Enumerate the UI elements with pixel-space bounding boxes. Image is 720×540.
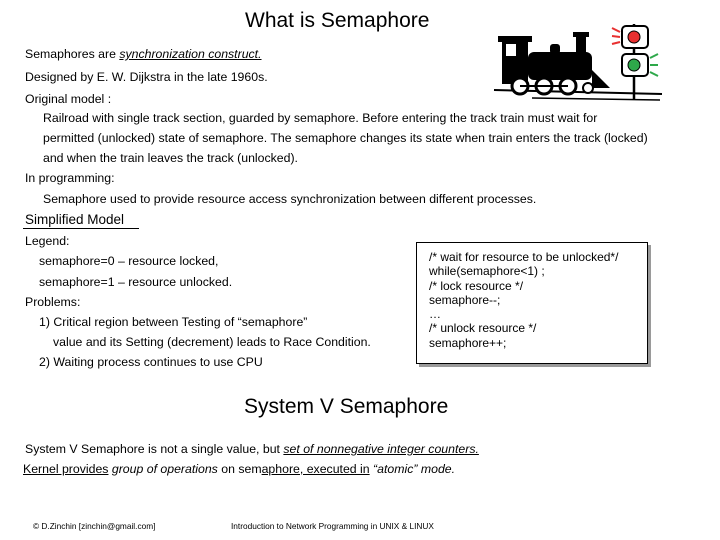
simplified-model-heading: Simplified Model [25, 212, 125, 227]
railroad-line-1: Railroad with single track section, guarded by semaphore. Before entering the track train must wait for [43, 111, 598, 125]
aphore-executed-in: aphore, executed in [261, 462, 370, 476]
page-title: What is Semaphore [245, 9, 430, 32]
designed-by-line: Designed by E. W. Dijkstra in the late 1960s. [25, 70, 268, 84]
intro-prefix: Semaphores are [25, 47, 120, 61]
original-model-label: Original model : [25, 92, 112, 106]
code-snippet-box [416, 242, 648, 364]
on-sem: on sem [217, 462, 262, 476]
code-line: semaphore++; [429, 335, 507, 350]
heading-underline [23, 228, 139, 229]
railway-signal-icon [610, 18, 660, 102]
footer-author: © D.Zinchin [zinchin@gmail.com] [33, 521, 156, 531]
problem-1-line-2: value and its Setting (decrement) leads to Race Condition. [53, 335, 371, 349]
code-line: /* wait for resource to be unlocked*/ [429, 250, 619, 264]
problems-label: Problems: [25, 295, 81, 309]
footer-course: Introduction to Network Programming in UNIX & LINUX [231, 521, 434, 531]
legend-item-unlocked: semaphore=1 – resource unlocked. [39, 275, 233, 289]
group-of-operations: group of operations [108, 462, 218, 476]
code-line: while(semaphore<1) ; [429, 264, 545, 279]
atomic-mode: “atomic” mode. [369, 462, 456, 476]
intro-line [25, 47, 262, 61]
code-line: semaphore--; [429, 292, 501, 307]
code-line: … [429, 307, 441, 322]
code-line: /* lock resource */ [429, 278, 524, 293]
kernel-provides: Kernel provides [23, 462, 109, 476]
section-title: System V Semaphore [244, 395, 449, 418]
sysv-line-1-prefix: System V Semaphore is not a single value, but [25, 442, 284, 456]
sysv-line-1-emphasis: set of nonnegative integer counters. [283, 442, 479, 456]
railroad-line-2: permitted (unlocked) state of semaphore. The semaphore changes its state when train enters the track (locked) [43, 131, 648, 145]
in-programming-label: In programming: [25, 171, 115, 185]
problem-1-line-1: 1) Critical region between Testing of “semaphore” [39, 315, 308, 329]
sysv-line-1 [25, 442, 479, 456]
legend-label: Legend: [25, 234, 70, 248]
problem-2: 2) Waiting process continues to use CPU [39, 355, 263, 369]
legend-item-locked: semaphore=0 – resource locked, [39, 254, 219, 268]
sysv-line-2 [23, 462, 455, 476]
intro-link: synchronization construct. [119, 47, 262, 61]
railroad-line-3: and when the train leaves the track (unlocked). [43, 151, 298, 165]
code-line: /* unlock resource */ [429, 321, 537, 336]
programming-desc: Semaphore used to provide resource access synchronization between different processes. [43, 192, 537, 206]
